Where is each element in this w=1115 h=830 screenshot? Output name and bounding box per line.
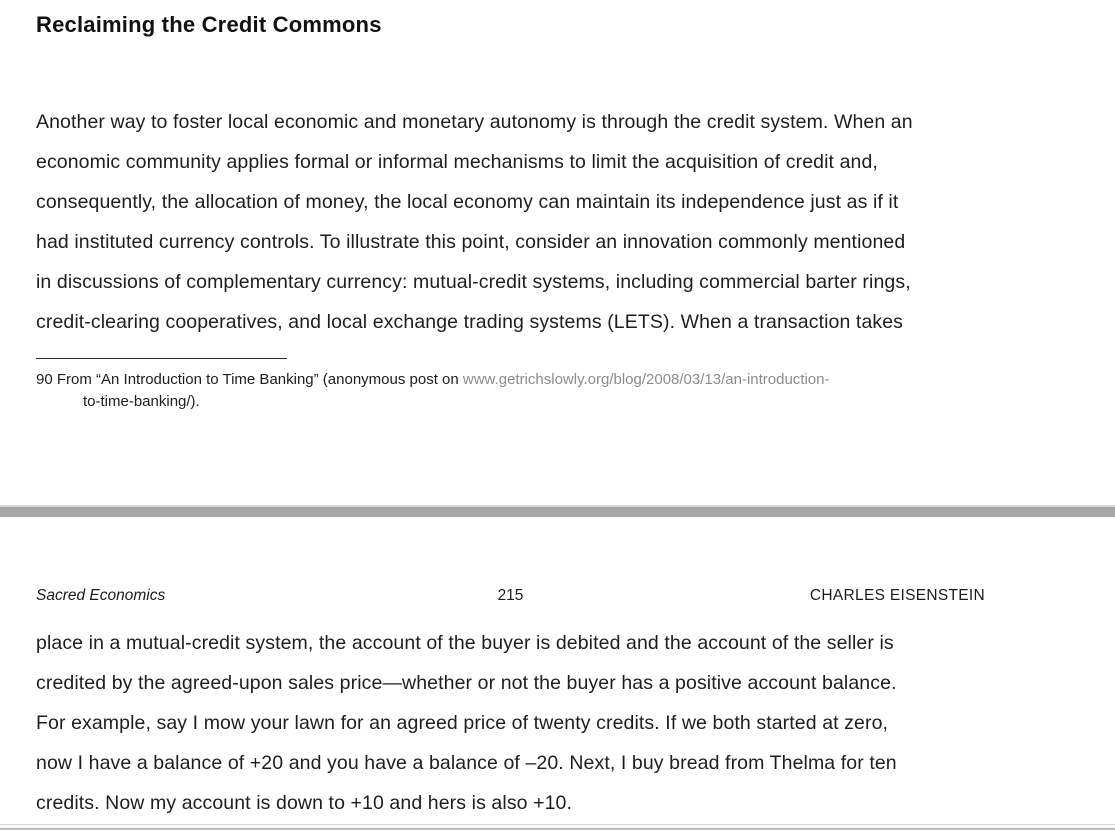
page-1-paragraph: [36, 102, 1086, 342]
running-header-page-number: 215: [497, 587, 524, 604]
running-header-author: CHARLES EISENSTEIN: [809, 587, 985, 604]
paragraph-line: credits. Now my account is down to +10 and hers is also +10.: [36, 792, 573, 814]
running-header-book-title: Sacred Economics: [36, 587, 166, 604]
page-2-paragraph: [36, 623, 1086, 823]
footnote-marker: 90: [36, 371, 53, 388]
paragraph-line: consequently, the allocation of money, the local economy can maintain its independence just as if it: [36, 191, 899, 213]
page-2-running-header: [36, 587, 985, 605]
paragraph-line: economic community applies formal or informal mechanisms to limit the acquisition of credit and,: [36, 151, 878, 173]
footnote-line-2: to-time-banking/).: [83, 392, 200, 410]
page-break-band: [0, 507, 1115, 517]
footnote-url-link[interactable]: www.getrichslowly.org/blog/2008/03/13/an-introduction-: [462, 371, 830, 388]
next-page-break-divider: [0, 824, 1115, 830]
footnote-separator-rule: [36, 358, 287, 359]
paragraph-line: in discussions of complementary currency: mutual-credit systems, including commercial barter rings,: [36, 271, 911, 293]
paragraph-line: Another way to foster local economic and monetary autonomy is through the credit system. When an: [36, 111, 913, 133]
paragraph-line: credit-clearing cooperatives, and local exchange trading systems (LETS). When a transaction takes: [36, 311, 904, 333]
page-break-divider: [0, 505, 1115, 517]
section-title: Reclaiming the Credit Commons: [36, 12, 382, 37]
paragraph-line: had instituted currency controls. To illustrate this point, consider an innovation commonly mentioned: [36, 231, 906, 253]
paragraph-line: now I have a balance of +20 and you have a balance of –20. Next, I buy bread from Thelma for ten: [36, 752, 897, 774]
footnote: [36, 369, 1066, 412]
footnote-text: From “An Introduction to Time Banking” (anonymous post on: [56, 371, 463, 388]
footnote-line-1: [36, 369, 1066, 391]
paragraph-line: For example, say I mow your lawn for an agreed price of twenty credits. If we both started at zero,: [36, 712, 889, 734]
paragraph-line: place in a mutual-credit system, the account of the buyer is debited and the account of the seller is: [36, 632, 894, 654]
paragraph-line: credited by the agreed-upon sales price—whether or not the buyer has a positive account balance.: [36, 672, 897, 694]
